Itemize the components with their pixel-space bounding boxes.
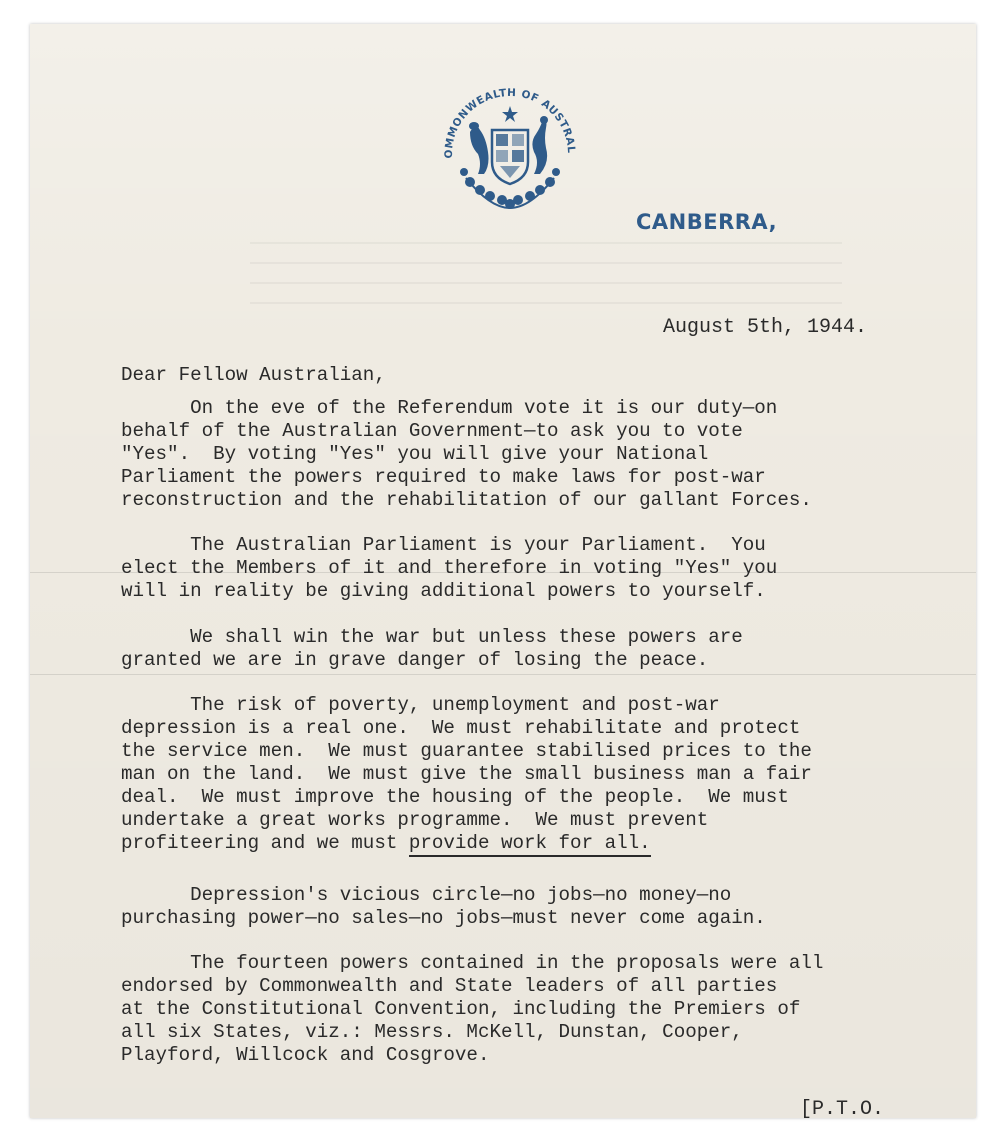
paragraph-win-the-war: We shall win the war but unless these powers are granted we are in grave danger of losing the peace. [121,626,743,671]
coat-of-arms-icon [430,82,590,222]
paragraph-fourteen-powers: The fourteen powers contained in the proposals were all endorsed by Commonwealth and State leaders of all parties at the Constitutional Convention, including the Premiers of all six States, viz.: Messrs. McKell, Dunstan, Cooper, Playford, Willcock and Cosgrove. [121,952,824,1066]
underlined-phrase: provide work for all. [409,832,651,857]
paragraph-risk-main-text: The risk of poverty, unemployment and post-war depression is a real one. We must rehabilitate and protect the service men. We must guarantee stabilised prices to the man on the land. We must give the small business man a fair deal. We must improve the housing of the people. We must undertake a great works programme. We must prevent profiteering and we must [121,694,812,854]
paragraph-vicious-circle: Depression's vicious circle—no jobs—no money—no purchasing power—no sales—no jobs—must never come again. [121,884,766,929]
commonwealth-coat-of-arms-emblem [430,82,590,222]
fold-crease [30,674,976,675]
emblem-text: OMMONWEALTH OF AUSTRAL [442,86,578,159]
letter-date: August 5th, 1944. [663,316,868,339]
please-turn-over-note: [P.T.O. [800,1098,885,1121]
salutation: Dear Fellow Australian, [121,364,386,386]
letterhead-place: CANBERRA, [636,210,778,234]
paragraph-risk-of-poverty [121,694,812,855]
paragraph-your-parliament: The Australian Parliament is your Parliament. You elect the Members of it and therefore in voting "Yes" you will in reality be giving additional powers to yourself. [121,534,778,602]
svg-text:COMMONWEALTH OF AUSTRALIA [430,82,577,159]
letter-sheet [30,24,976,1121]
show-through-text [150,224,890,384]
paragraph-referendum-vote: On the eve of the Referendum vote it is our duty—on behalf of the Australian Government—to ask you to vote "Yes". By voting "Yes" you will give your National Parliament the powers required to make laws for post-war reconstruction and the rehabilitation of our gallant Forces. [121,397,812,511]
